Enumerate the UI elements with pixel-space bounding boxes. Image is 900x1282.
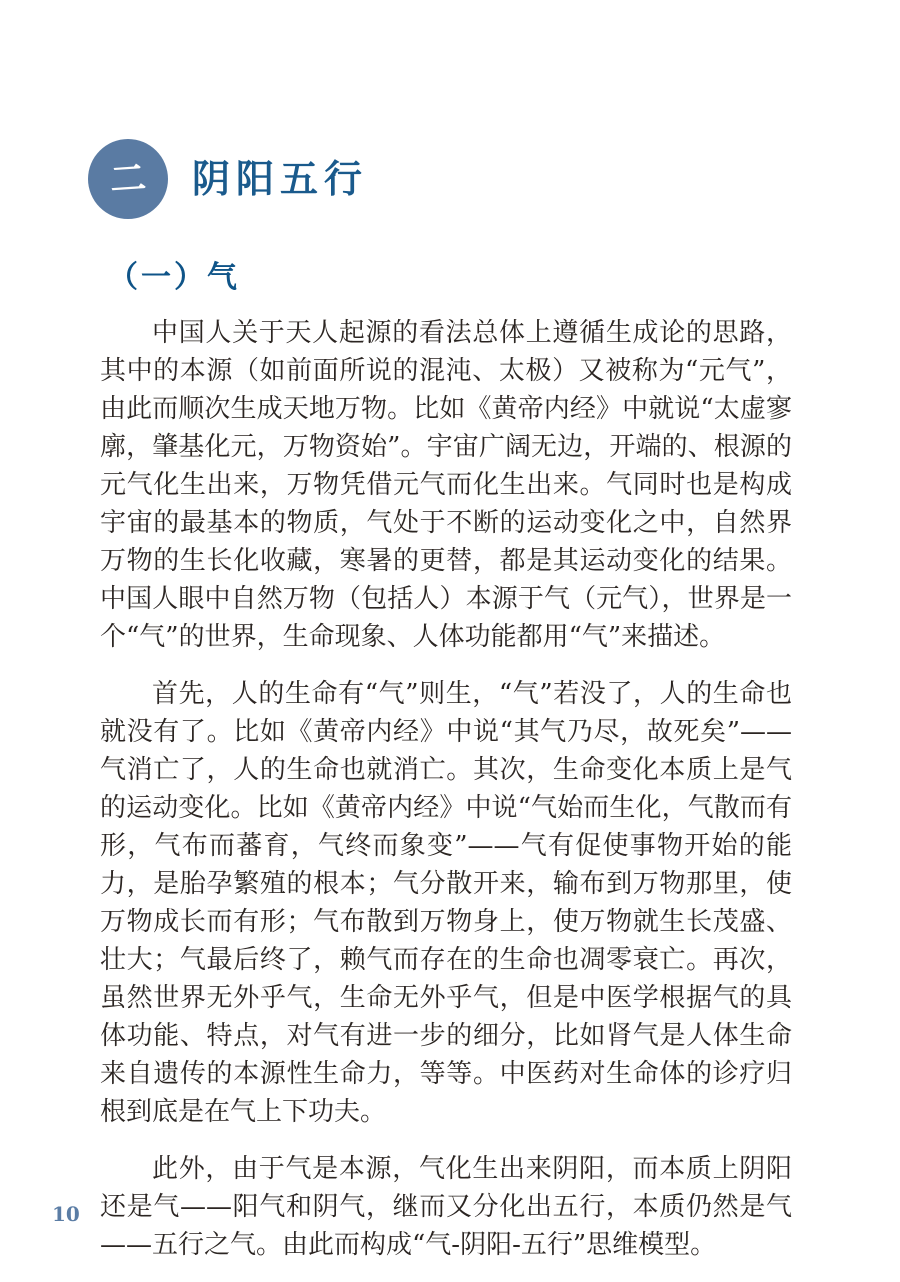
paragraph-2: 首先，人的生命有“气”则生，“气”若没了，人的生命也就没有了。比如《黄帝内经》中说“其气乃尽，故死矣”——气消亡了，人的生命也就消亡。其次，生命变化本质上是气的运动变化。比如《黄帝内经》中说“气始而生化，气散而有形，气布而蕃育，气终而象变”——气有促使事物开始的能力，是胎孕繁殖的根本；气分散开来，输布到万物那里，使万物成长而有形；气布散到万物身上，使万物就生长茂盛、壮大；气最后终了，赖气而存在的生命也凋零衰亡。再次，虽然世界无外乎气，生命无外乎气，但是中医学根据气的具体功能、特点，对气有进一步的细分，比如肾气是人体生命来自遗传的本源性生命力，等等。中医药对生命体的诊疗归根到底是在气上下功夫。 <box>100 679 792 1127</box>
chapter-number: 二 <box>108 156 148 202</box>
paragraph-3: 此外，由于气是本源，气化生出来阴阳，而本质上阴阳还是气——阳气和阴气，继而又分化出五行，本质仍然是气——五行之气。由此而构成“气-阴阳-五行”思维模型。 <box>100 1154 792 1260</box>
chapter-number-badge <box>88 139 168 219</box>
paragraph-1: 中国人关于天人起源的看法总体上遵循生成论的思路，其中的本源（如前面所说的混沌、太极）又被称为“元气”，由此而顺次生成天地万物。比如《黄帝内经》中就说“太虚寥廓，肇基化元，万物资始”。宇宙广阔无边，开端的、根源的元气化生出来，万物凭借元气而化生出来。气同时也是构成宇宙的最基本的物质，气处于不断的运动变化之中，自然界万物的生长化收藏，寒暑的更替，都是其运动变化的结果。中国人眼中自然万物（包括人）本源于气（元气），世界是一个“气”的世界，生命现象、人体功能都用“气”来描述。 <box>100 318 792 652</box>
page-number: 10 <box>52 1202 80 1226</box>
section-heading: （一）气 <box>108 260 240 295</box>
chapter-header <box>88 139 368 219</box>
chapter-title: 阴阳五行 <box>192 156 369 201</box>
body-text <box>100 314 792 1282</box>
